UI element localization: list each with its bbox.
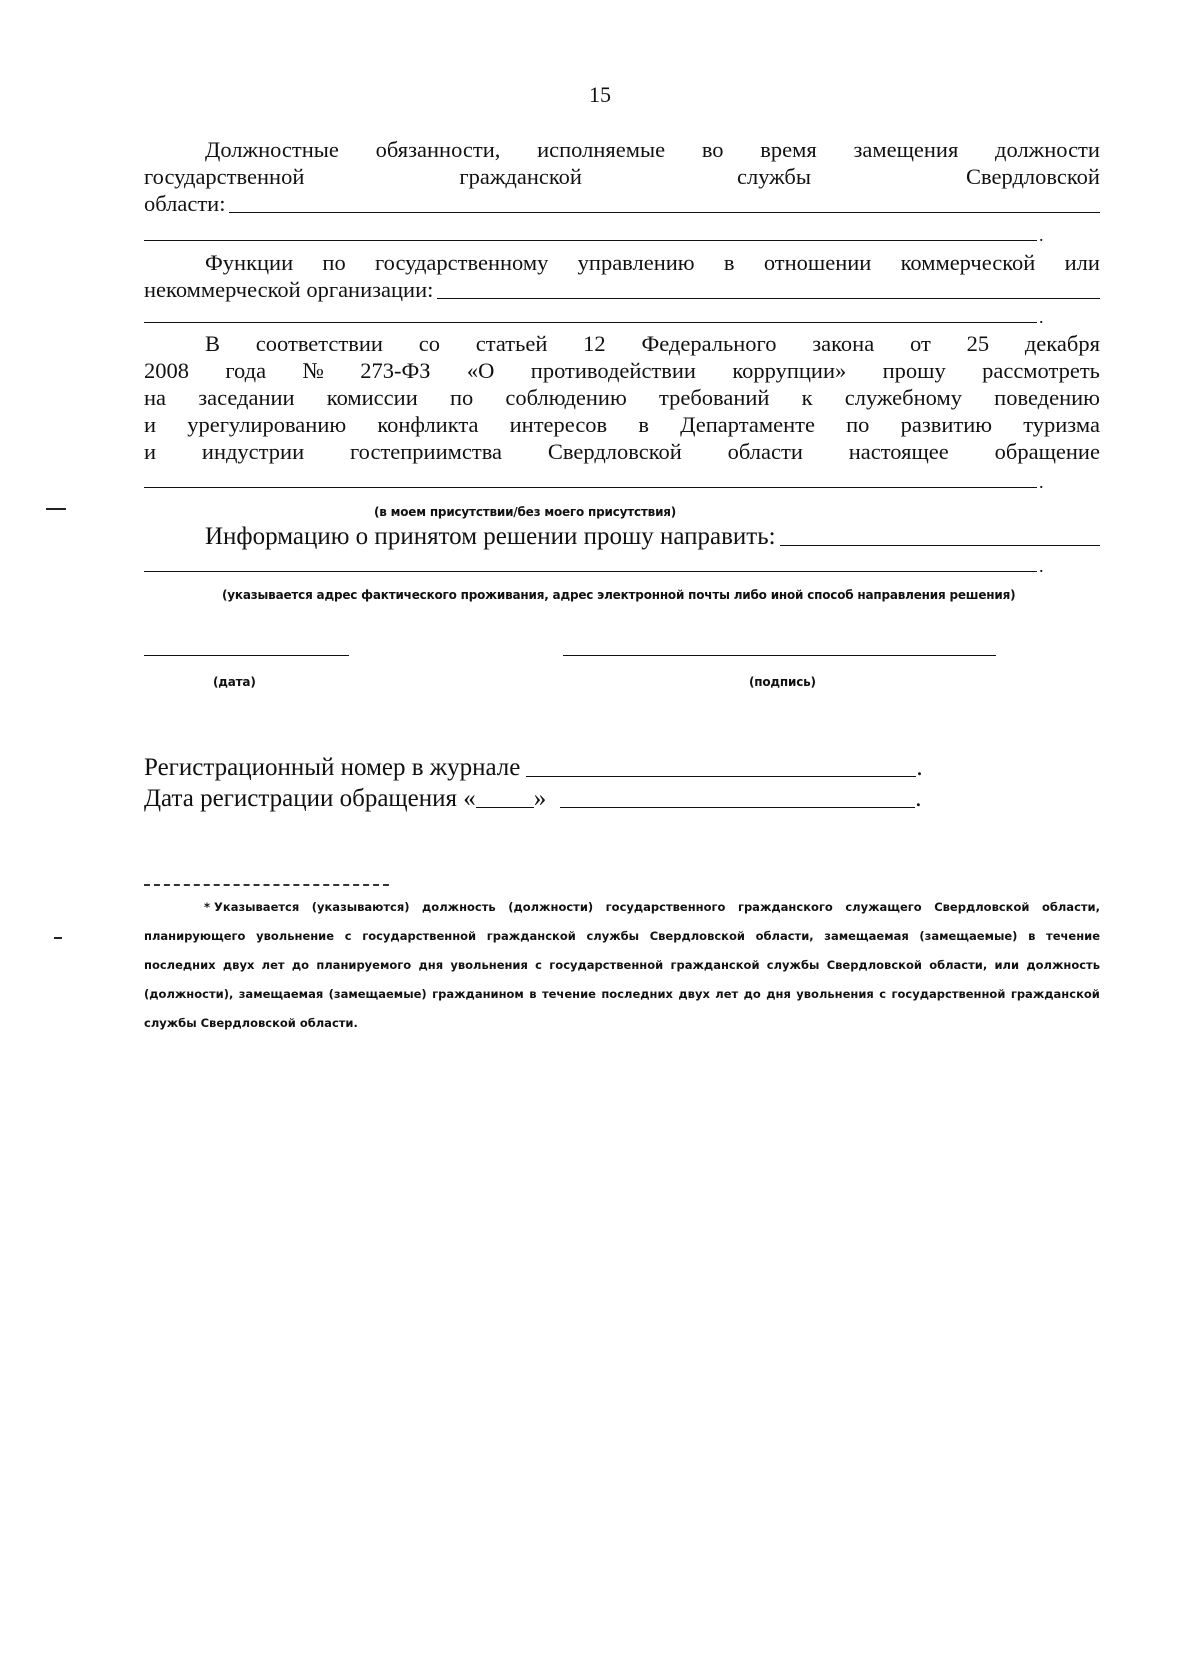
period: . bbox=[1039, 225, 1044, 245]
word: гражданской bbox=[486, 929, 576, 943]
word: (замещаемые) bbox=[328, 987, 427, 1001]
word: до bbox=[743, 987, 761, 1001]
word: гражданской bbox=[1010, 987, 1100, 1001]
word: туризма bbox=[1023, 412, 1100, 437]
word: государственной bbox=[144, 164, 305, 189]
word: коррупции» bbox=[732, 358, 847, 383]
word: течение bbox=[1046, 929, 1100, 943]
word: в bbox=[723, 250, 735, 275]
word: года bbox=[225, 358, 267, 383]
word: планирующего bbox=[144, 929, 246, 943]
page-number: 15 bbox=[589, 82, 611, 107]
word: конфликта bbox=[377, 412, 479, 437]
word: государственному bbox=[374, 250, 549, 275]
footnote-line-3 bbox=[144, 951, 1100, 980]
duties-label: области: bbox=[144, 191, 226, 216]
functions-input-line[interactable] bbox=[437, 298, 1100, 299]
word: должность bbox=[1026, 958, 1100, 972]
request-line-2 bbox=[144, 357, 1100, 385]
registration-date-line bbox=[144, 784, 1100, 814]
word: области bbox=[727, 439, 803, 464]
footnote-line-1 bbox=[144, 893, 1100, 922]
word: Свердловской bbox=[934, 900, 1030, 914]
word: службы bbox=[766, 958, 820, 972]
word: замещения bbox=[853, 137, 959, 162]
word: коммерческой bbox=[900, 250, 1036, 275]
date-input-line[interactable] bbox=[144, 655, 349, 656]
word: прошу bbox=[882, 358, 946, 383]
word: Функции bbox=[205, 250, 294, 275]
word: увольнение bbox=[256, 929, 335, 943]
word: 12 bbox=[583, 331, 606, 356]
word: служащего bbox=[845, 900, 922, 914]
word: «О bbox=[466, 358, 495, 383]
word: В bbox=[205, 331, 221, 356]
registration-date-prefix: Дата регистрации обращения « bbox=[144, 785, 476, 812]
period: . bbox=[1039, 307, 1044, 327]
word: от bbox=[910, 331, 931, 356]
presence-input-line[interactable] bbox=[144, 487, 1037, 488]
word: службы bbox=[586, 929, 640, 943]
word: гостеприимства bbox=[349, 439, 503, 464]
signature-label: (подпись) bbox=[749, 675, 816, 689]
word: Свердловской bbox=[966, 164, 1100, 189]
word: урегулированию bbox=[187, 412, 347, 437]
request-line-4 bbox=[144, 411, 1100, 439]
word: и bbox=[144, 412, 157, 437]
request-line-1 bbox=[144, 330, 1100, 358]
word: со bbox=[418, 331, 440, 356]
word: настоящее bbox=[848, 439, 949, 464]
word: к bbox=[801, 385, 813, 410]
word: Свердловской bbox=[547, 439, 682, 464]
footnote-separator bbox=[144, 884, 389, 886]
word: лет bbox=[261, 958, 285, 972]
request-line-5 bbox=[144, 438, 1100, 466]
functions-line-2 bbox=[144, 276, 1100, 304]
word: области, bbox=[1041, 900, 1100, 914]
word: (указываются) bbox=[311, 900, 410, 914]
functions-line-1 bbox=[144, 249, 1100, 277]
word: заседании bbox=[198, 385, 295, 410]
word: с bbox=[879, 987, 887, 1001]
info-hint: (указывается адрес фактического проживания, адрес электронной почты либо иной способ направления решения) bbox=[222, 588, 1016, 602]
word: государственной bbox=[549, 958, 664, 972]
word: замещаемая bbox=[238, 987, 324, 1001]
word: гражданской bbox=[459, 164, 582, 189]
word: служебному bbox=[844, 385, 962, 410]
duties-input-line[interactable] bbox=[229, 212, 1100, 213]
word: в bbox=[1028, 929, 1036, 943]
margin-mark bbox=[54, 937, 62, 939]
duties-line-1 bbox=[144, 136, 1100, 164]
word: планируемого bbox=[316, 958, 412, 972]
word: в bbox=[529, 987, 537, 1001]
word: дня bbox=[766, 987, 791, 1001]
word: требований bbox=[658, 385, 770, 410]
word: развитию bbox=[900, 412, 993, 437]
word: или bbox=[1064, 250, 1100, 275]
registration-date-input[interactable] bbox=[560, 807, 915, 808]
registration-number-input[interactable] bbox=[526, 776, 916, 777]
functions-input-line-2[interactable] bbox=[144, 322, 1037, 323]
word: отношении bbox=[763, 250, 872, 275]
word: замещаемая bbox=[824, 929, 909, 943]
duties-line-2 bbox=[144, 163, 1100, 191]
word: Должностные bbox=[205, 137, 339, 162]
word: соблюдению bbox=[505, 385, 627, 410]
word: Департаменте bbox=[680, 412, 815, 437]
info-line bbox=[144, 522, 1100, 552]
word: время bbox=[760, 137, 817, 162]
word: государственной bbox=[362, 929, 477, 943]
word: увольнения bbox=[450, 958, 528, 972]
word: Федерального bbox=[641, 331, 777, 356]
word: (должности), bbox=[144, 987, 234, 1001]
footnote-line-4 bbox=[144, 980, 1100, 1009]
duties-input-line-2[interactable] bbox=[144, 240, 1037, 241]
registration-number-label: Регистрационный номер в журнале bbox=[144, 754, 521, 781]
word: службы bbox=[737, 164, 811, 189]
info-input-line-2[interactable] bbox=[144, 571, 1037, 572]
word: обязанности, bbox=[375, 137, 501, 162]
period: . bbox=[1039, 472, 1044, 492]
word: лет bbox=[715, 987, 739, 1001]
word: противодействии bbox=[530, 358, 696, 383]
word: двух bbox=[678, 987, 710, 1001]
word: * Указывается bbox=[204, 900, 300, 914]
period: . bbox=[916, 754, 923, 781]
word: дня bbox=[418, 958, 444, 972]
word: государственного bbox=[605, 900, 726, 914]
footnote bbox=[144, 893, 1100, 1038]
word: последних bbox=[601, 987, 673, 1001]
word: последних bbox=[144, 958, 216, 972]
word: течение bbox=[541, 987, 596, 1001]
word: 25 bbox=[966, 331, 990, 356]
word: интересов bbox=[509, 412, 608, 437]
word: области, bbox=[929, 958, 988, 972]
word: или bbox=[994, 958, 1020, 972]
word: гражданином bbox=[432, 987, 524, 1001]
word: управлению bbox=[577, 250, 695, 275]
word: № bbox=[302, 358, 324, 383]
word: двух bbox=[222, 958, 255, 972]
registration-number-line bbox=[144, 753, 1100, 783]
info-label: Информацию о принятом решении прошу направить: bbox=[205, 523, 776, 550]
word: до bbox=[291, 958, 310, 972]
word: по bbox=[846, 412, 870, 437]
info-input-line[interactable] bbox=[780, 545, 1100, 546]
word: рассмотреть bbox=[982, 358, 1100, 383]
word: 2008 bbox=[144, 358, 189, 383]
word: государственной bbox=[891, 987, 1006, 1001]
word: на bbox=[144, 385, 167, 410]
presence-hint: (в моем присутствии/без моего присутствия) bbox=[374, 505, 677, 519]
word: гражданского bbox=[737, 900, 833, 914]
word: 273-ФЗ bbox=[360, 358, 431, 383]
footnote-line-2 bbox=[144, 922, 1100, 951]
word: (должности) bbox=[508, 900, 594, 914]
word: закона bbox=[812, 331, 875, 356]
footnote-line-5: службы Свердловской области. bbox=[144, 1016, 358, 1030]
word: Свердловской bbox=[649, 929, 745, 943]
word: Свердловской bbox=[826, 958, 922, 972]
word: во bbox=[701, 137, 724, 162]
word: по bbox=[449, 385, 474, 410]
word: в bbox=[638, 412, 649, 437]
registration-day-input[interactable] bbox=[476, 807, 534, 808]
word: гражданской bbox=[670, 958, 760, 972]
request-line-3 bbox=[144, 384, 1100, 412]
word: с bbox=[535, 958, 542, 972]
period: . bbox=[915, 785, 922, 812]
date-label: (дата) bbox=[213, 675, 256, 689]
word: должность bbox=[422, 900, 496, 914]
word: комиссии bbox=[326, 385, 418, 410]
period: . bbox=[1039, 556, 1044, 576]
word: соответствии bbox=[255, 331, 383, 356]
word: с bbox=[344, 929, 352, 943]
word: декабря bbox=[1024, 331, 1100, 356]
word: и bbox=[144, 439, 157, 464]
word: (замещаемые) bbox=[919, 929, 1018, 943]
duties-line-3 bbox=[144, 190, 1100, 218]
margin-mark bbox=[46, 508, 66, 510]
word: должности bbox=[995, 137, 1100, 162]
registration-date-quote: » bbox=[533, 785, 547, 812]
word: поведению bbox=[994, 385, 1100, 410]
word: статьей bbox=[475, 331, 548, 356]
word: области, bbox=[755, 929, 814, 943]
word: индустрии bbox=[201, 439, 305, 464]
word: исполняемые bbox=[537, 137, 666, 162]
word: по bbox=[322, 250, 346, 275]
word: увольнения bbox=[796, 987, 874, 1001]
signature-input-line[interactable] bbox=[563, 655, 996, 656]
functions-label: некоммерческой организации: bbox=[144, 277, 434, 302]
word: обращение bbox=[994, 439, 1100, 464]
